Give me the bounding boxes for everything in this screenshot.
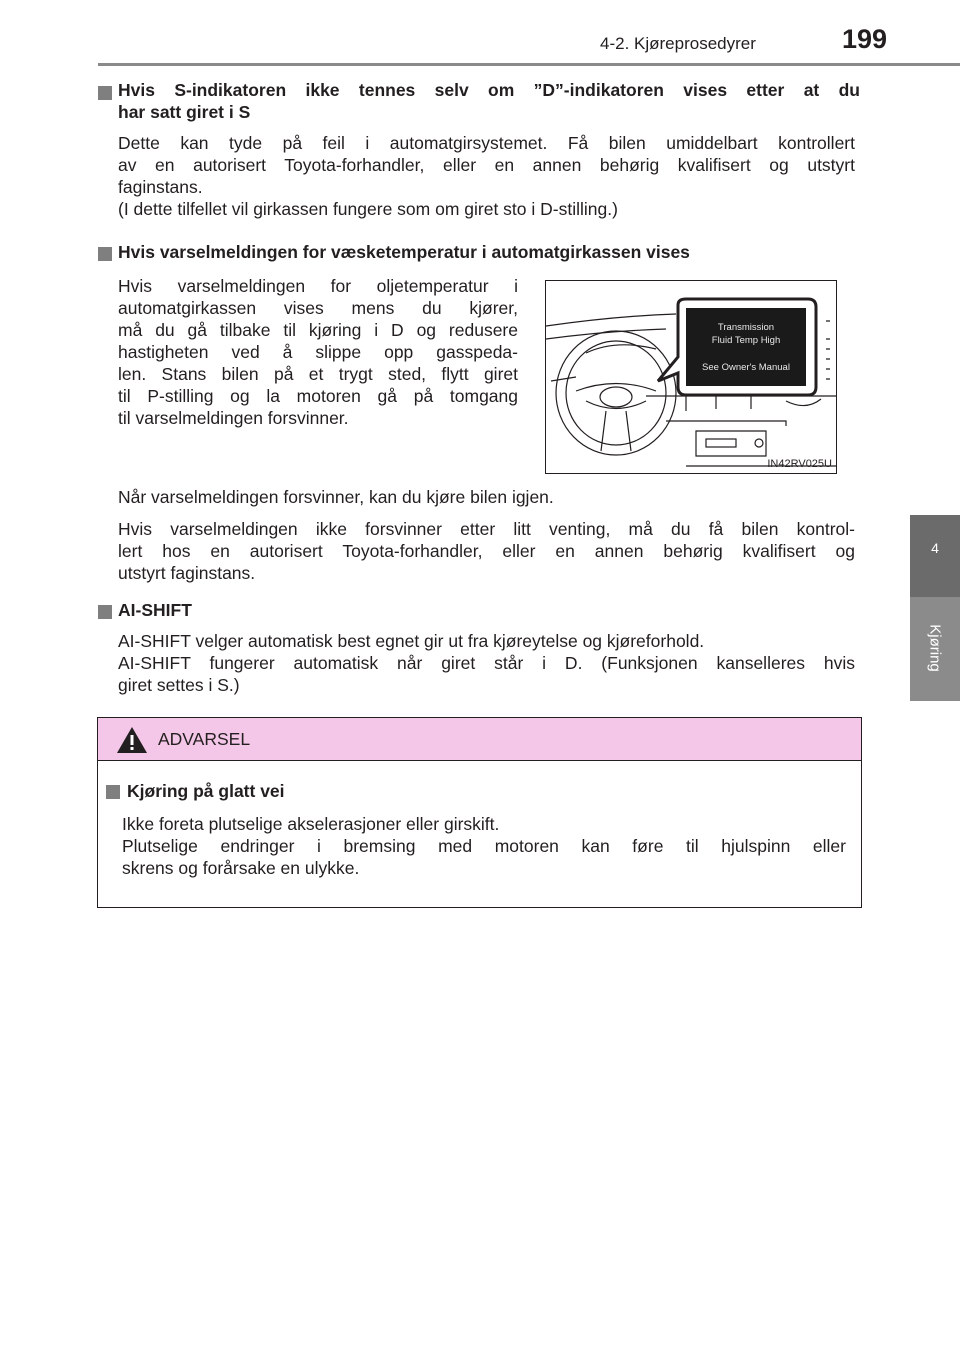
square-bullet-icon (106, 785, 120, 799)
section-heading-ai-shift: AI-SHIFT (118, 600, 192, 620)
warning-line: Plutselige endringer i bremsing med motoren kan føre til hjulspinn eller (122, 836, 846, 856)
paragraph-line: len. Stans bilen på et trygt sted, flytt giret (118, 364, 518, 384)
header-rule (98, 63, 960, 66)
paragraph-s-indicator (118, 132, 855, 220)
chapter-tab (910, 515, 960, 597)
warning-display-text (694, 321, 798, 374)
paragraph-line: Dette kan tyde på feil i automatgirsystemet. Få bilen umiddelbart kontrollert (118, 133, 855, 153)
warning-triangle-icon (116, 726, 148, 754)
paragraph-line: (I dette tilfellet vil girkassen fungere som om giret sto i D-stilling.) (118, 199, 618, 219)
heading-line: Hvis S-indikatoren ikke tennes selv om ”D”-indikatoren vises etter at du (118, 80, 860, 100)
warning-line: skrens og forårsake en ulykke. (122, 858, 360, 878)
paragraph-line: AI-SHIFT velger automatisk best egnet gir ut fra kjøreytelse og kjøreforhold. (118, 631, 705, 651)
warning-title: ADVARSEL (158, 729, 251, 749)
dashboard-drawing (546, 281, 836, 473)
paragraph-line: Hvis varselmeldingen for oljetemperatur i (118, 276, 518, 296)
paragraph-line: av en autorisert Toyota-forhandler, eller en annen behørig kvalifisert og utstyrt (118, 155, 855, 175)
paragraph-line: faginstans. (118, 177, 203, 197)
page-number: 199 (842, 24, 888, 54)
figure-code: IN42RV025U (767, 458, 832, 470)
heading-line: har satt giret i S (118, 102, 251, 122)
section-heading-s-indicator (118, 79, 860, 123)
paragraph-message-cleared: Når varselmeldingen forsvinner, kan du kjøre bilen igjen. (118, 487, 554, 507)
display-line: Fluid Temp High (711, 335, 781, 346)
paragraph-line: til P-stilling og la motoren gå på tomgang (118, 386, 518, 406)
display-line: Transmission (717, 322, 775, 333)
warning-text (122, 813, 846, 879)
square-bullet-icon (98, 86, 112, 100)
section-heading-fluid-temp: Hvis varselmeldingen for væsketemperatur i automatgirkassen vises (118, 242, 690, 262)
paragraph-fluid-temp (118, 275, 518, 429)
paragraph-line: automatgirkassen vises mens du kjører, (118, 298, 518, 318)
paragraph-line: hastigheten ved å slippe opp gasspeda- (118, 342, 518, 362)
dashboard-illustration (545, 280, 837, 474)
paragraph-line: til varselmeldingen forsvinner. (118, 408, 349, 428)
square-bullet-icon (98, 247, 112, 261)
paragraph-ai-shift (118, 630, 855, 696)
paragraph-line: lert hos en autorisert Toyota-forhandler, eller en annen behørig kvalifisert og (118, 541, 855, 561)
warning-line: Ikke foreta plutselige akselerasjoner eller girskift. (122, 814, 500, 834)
paragraph-line: utstyrt faginstans. (118, 563, 256, 583)
square-bullet-icon (98, 605, 112, 619)
paragraph-line: Hvis varselmeldingen ikke forsvinner etter litt venting, må du få bilen kontrol- (118, 519, 855, 539)
paragraph-line: må du gå tilbake til kjøring i D og redusere (118, 320, 518, 340)
paragraph-line: AI-SHIFT fungerer automatisk når giret står i D. (Funksjonen kanselleres hvis (118, 653, 855, 673)
running-header-section: 4-2. Kjøreprosedyrer (600, 34, 756, 53)
warning-subheading: Kjøring på glatt vei (127, 781, 285, 801)
display-line: See Owner's Manual (702, 362, 790, 373)
paragraph-message-persists (118, 518, 855, 584)
paragraph-line: giret settes i S.) (118, 675, 240, 695)
chapter-number: 4 (931, 540, 939, 556)
chapter-label: Kjøring (926, 624, 944, 672)
